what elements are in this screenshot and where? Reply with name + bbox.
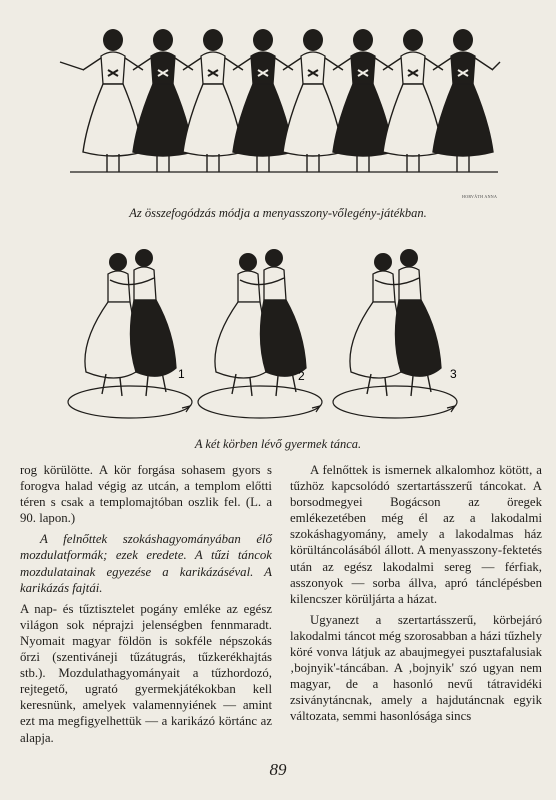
section-summary: A felnőttek szokáshagyományában élő mozdulatformák; ezek eredete. A tűzi táncok mozdulatainak egyezése a karikázáséval. A karikázás fajtái. — [20, 532, 272, 595]
paragraph: rog körülötte. A kör forgása sohasem gyors s forogva halad végig az utcán, a templom előtti téren s csak a templomajtóban oszlik fel. (L. a 90. lapon.) — [20, 463, 272, 526]
bodice — [251, 52, 275, 84]
step-label-3: 3 — [450, 367, 457, 381]
dancer-skirt — [85, 302, 136, 378]
girl-figure — [433, 29, 493, 172]
dancer-head — [374, 253, 392, 271]
step-label-1: 1 — [178, 367, 185, 381]
dancer-skirt — [350, 302, 401, 378]
illustration-girls-holding-hands — [0, 22, 556, 202]
dancer-head — [109, 253, 127, 271]
artist-signature: HORVÁTH ANNA — [462, 194, 498, 199]
right-arm-end — [492, 62, 500, 70]
bodice — [151, 52, 175, 84]
hair — [353, 29, 373, 51]
dancer-bodice — [108, 271, 130, 302]
dancer-bodice — [373, 271, 395, 302]
dancing-pair — [333, 249, 457, 418]
paragraph: Ugyanezt a szertartásszerű, körbejáró lakodalmi táncot még szorosabban a házi tűzhely köré vonva látjuk az abaujmegyei pusztafalusiak ‚bojnyik'-táncában. A ‚bojnyik' szó ugyan nem magyar, de a hasonló nevű tátravidéki zsiványtáncnak, amely a hajdutáncnak egyik változata, semmi hasonlósága sincs — [290, 612, 542, 724]
dancer-bodice — [238, 271, 260, 302]
bodice — [401, 52, 425, 84]
dancer-skirt — [130, 300, 176, 376]
paragraph: A felnőttek is ismernek alkalomhoz kötött, a tűzhöz kapcsolódó szertartásszerű táncokat. A borsodmegyei Bogácson az öregek emlékezetében még él az a lakodalmi szokáshagyomány, amely a lakodalmas ház körültáncolásából állott. A menyasszony-fektetés után az egész lakodalmi sereg — férfiak, asszonyok — sorba állva, apró tánclépésben kilencszer körüljárta a házat. — [290, 463, 542, 606]
text-column-left — [20, 462, 272, 746]
hair — [403, 29, 423, 51]
dancer-skirt — [215, 302, 266, 378]
dancer-head — [400, 249, 418, 267]
dancer-head — [239, 253, 257, 271]
dancer-head — [265, 249, 283, 267]
text-column-right — [290, 462, 542, 725]
hair — [203, 29, 223, 51]
hair — [303, 29, 323, 51]
hair — [453, 29, 473, 51]
illustration-children-dancing-in-circles — [0, 232, 556, 427]
page-number: 89 — [269, 760, 287, 779]
floor-circle — [333, 386, 457, 418]
figure-caption-2: A két körben lévő gyermek tánca. — [194, 437, 362, 451]
hair — [103, 29, 123, 51]
dancer-skirt — [395, 300, 441, 376]
dancing-pair — [198, 249, 322, 418]
paragraph: A nap- és tűztisztelet pogány emléke az egész világon sok néprajzi jelenségben fennmaradt. Nyomait magyar földön is sokféle népszokás őrzi (szentiváneji tűzátugrás, tűzkerékhajtás stb.). Mozdulathagyományait a tűzhordozó, rejtegető, ugrató gyermekjátékokban kell keresnünk, amelyek valamennyiének — amint ezt ma megfigyelhettük — a karikázó körtánc az alapja. — [20, 601, 272, 745]
bodice — [101, 52, 125, 84]
dancer-head — [135, 249, 153, 267]
step-label-2: 2 — [298, 369, 305, 383]
floor-circle — [68, 386, 192, 418]
left-arm-end — [60, 62, 84, 70]
hair — [253, 29, 273, 51]
bodice — [351, 52, 375, 84]
floor-circle — [198, 386, 322, 418]
figure-dancing-pairs — [0, 232, 556, 427]
skirt — [433, 84, 493, 156]
dancing-pair — [68, 249, 192, 418]
bodice — [201, 52, 225, 84]
bodice — [301, 52, 325, 84]
bodice — [451, 52, 475, 84]
hair — [153, 29, 173, 51]
figure-girls-row — [0, 22, 556, 202]
dancer-skirt — [260, 300, 306, 376]
figure-caption-1: Az összefogódzás módja a menyasszony-vőlegény-játékban. — [129, 206, 427, 220]
